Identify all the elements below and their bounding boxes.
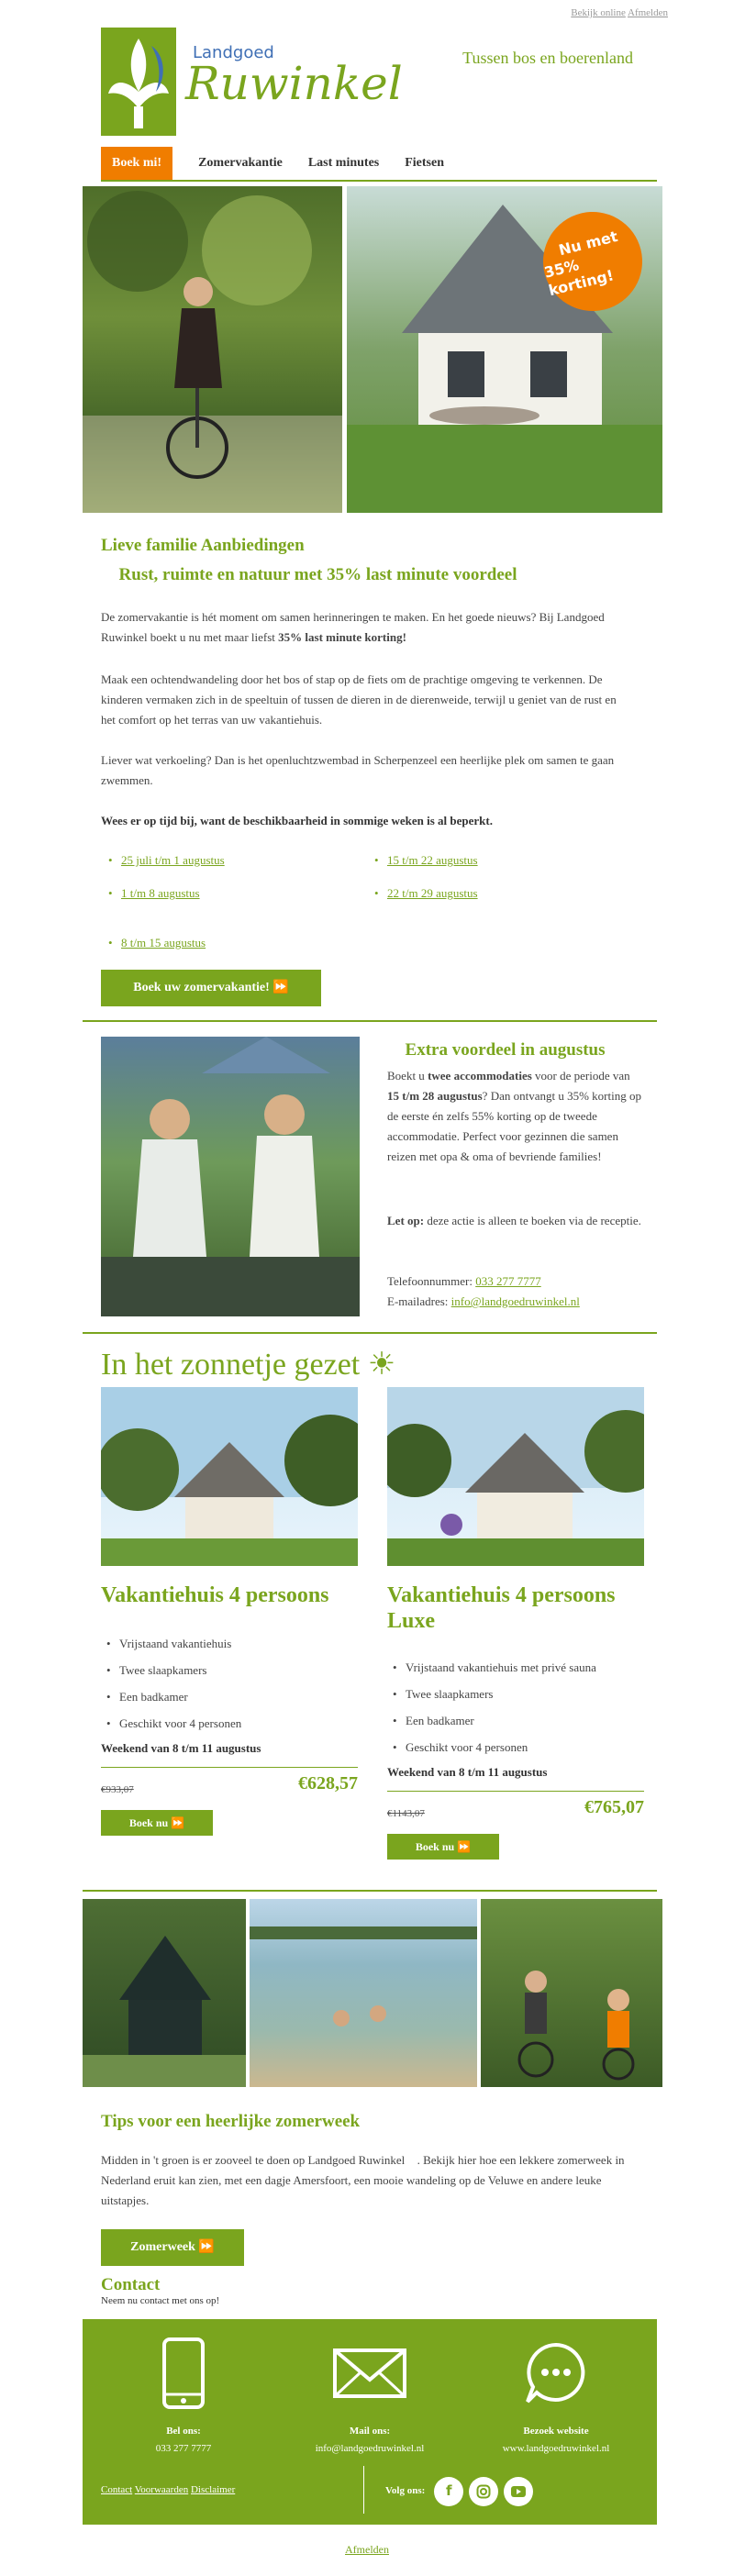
badge-line-1: Nu met [556,227,620,260]
tips-title: Tips voor een heerlijke zomerweek [101,2112,361,2131]
house-2-book-button[interactable]: Boek nu ⏩ [387,1834,499,1860]
house-1-book-button[interactable]: Boek nu ⏩ [101,1810,213,1836]
extra-p1-c: voor de periode van [531,1069,630,1083]
extra-p1-d: 15 t/m 28 augustus [387,1089,483,1104]
house-2-title: Vakantiehuis 4 persoons Luxe [387,1583,616,1633]
extra-photo-friends [101,1037,360,1316]
footer-mail-value: info@landgoedruwinkel.nl [315,2443,425,2455]
list-item [367,851,633,870]
list-item: • Twee slaapkamers [387,1685,644,1704]
strip-photo-cyclists [481,1899,662,2087]
house-1-price [101,1767,358,1798]
main-nav [101,145,657,182]
tagline: Tussen bos en boerenland [462,49,633,67]
date-link-5[interactable]: 8 t/m 15 augustus [121,936,206,950]
intro-paragraph-2: Maak een ochtendwandeling door het bos of stap op de fiets om de prachtige omgeving te verkennen. De kinderen vermaken zich in de speeltuin of tussen de dieren in de dierenweide, terwijl u geniet van de rust en het comfort op het terras van uw vakantiehuis. [101,672,617,727]
contact-subtitle: Neem nu contact met ons op! [101,2295,220,2306]
hero-photo-house [347,186,662,513]
badge-line-2: 35% korting! [542,256,616,300]
footer-link-contact[interactable]: Contact [101,2484,133,2495]
list-item: • Geschikt voor 4 personen [101,1715,358,1733]
footer-social [385,2477,533,2506]
house-1-features [101,1635,358,1742]
intro-title: Lieve familie Aanbiedingen [101,536,305,555]
house-2-price [387,1791,644,1822]
email-label: E-mailadres: [387,1294,451,1309]
footer-call[interactable] [92,2337,275,2457]
zomerweek-button[interactable]: Zomerweek ⏩ [101,2229,244,2266]
extra-p1-a: Boekt u [387,1069,428,1083]
sun-title: In het zonnetje gezet ☀ [101,1348,396,1382]
list-item: • Twee slaapkamers [101,1661,358,1680]
list-item: • Een badkamer [101,1688,358,1706]
extra-note-label: Let op: [387,1214,425,1227]
house-2-new-price: €765,07 [584,1797,644,1817]
list-item: • Geschikt voor 4 personen [387,1738,644,1757]
footer-call-value: 033 277 7777 [155,2443,212,2455]
hero-photo-cyclist [83,186,342,513]
house-2-weekend: Weekend van 8 t/m 11 augustus [387,1765,548,1779]
facebook-icon[interactable]: f [434,2477,463,2506]
footer-web[interactable] [464,2337,648,2457]
nav-item-zomervakantie[interactable]: Zomervakantie [198,156,283,171]
cyclists-illustration [481,1899,662,2087]
list-item [101,884,367,903]
intro-subtitle: Rust, ruimte en natuur met 35% last minute voordeel [101,565,499,584]
house-1-old-price: €933,07 [101,1783,134,1795]
logo[interactable] [101,28,403,138]
footer-mail-label: Mail ons: [349,2426,391,2437]
phone-icon [161,2337,206,2409]
extra-note [387,1211,644,1231]
extra-p1-b: twee accommodaties [428,1069,532,1083]
cabin-illustration [83,1899,246,2087]
top-links [571,6,668,21]
logo-big-text: Ruwinkel [185,57,403,110]
logo-small-text: Landgoed [193,43,274,62]
phone-link[interactable]: 033 277 7777 [475,1274,541,1288]
date-link-2[interactable]: 15 t/m 22 augustus [387,853,478,867]
divider [83,1020,657,1022]
email-link[interactable]: info@landgoedruwinkel.nl [450,1294,580,1309]
house-2-illustration [387,1387,644,1566]
extra-contact [387,1271,644,1312]
bottom-unsubscribe [0,2541,734,2559]
house-1-weekend: Weekend van 8 t/m 11 augustus [101,1741,261,1755]
footer-link-disclaimer[interactable]: Disclaimer [190,2484,236,2495]
house-2-old-price: €1143,07 [387,1807,425,1819]
phone-label: Telefoonnummer: [387,1274,476,1288]
intro-paragraph-1 [101,607,633,648]
chat-icon [520,2337,592,2409]
footer-mail[interactable] [278,2337,462,2457]
list-item: • Een badkamer [387,1712,644,1730]
view-online-link[interactable]: Bekijk online [571,7,626,18]
house-photo-1 [101,1387,358,1566]
extra-paragraph-1 [387,1066,644,1167]
footer-link-voorwaarden[interactable]: Voorwaarden [134,2484,189,2495]
footer-divider [363,2466,364,2514]
friends-illustration [101,1037,360,1316]
house-2-features [387,1659,644,1766]
date-link-1[interactable]: 25 juli t/m 1 augustus [121,853,225,867]
instagram-icon[interactable] [469,2477,498,2506]
list-item [367,884,633,903]
footer-web-label: Bezoek website [523,2426,589,2437]
tips-paragraph: Midden in 't groen is er zooveel te doen op Landgoed Ruwinkel . Bekijk hier hoe een lekkere zomerweek in Nederland eruit kan zien, met een dagje Amersfoort, een mooie wandeling op de Veluwe en andere leuke uitstapjes. [101,2153,616,2208]
footer-call-label: Bel ons: [166,2426,201,2437]
follow-label: Volg ons: [385,2485,426,2497]
nav-book-button[interactable]: Boek mi! [101,147,172,180]
cyclist-illustration [83,186,342,513]
date-list [101,851,633,967]
footer [83,2319,657,2525]
nav-item-last-minutes[interactable]: Last minutes [307,156,380,171]
book-summer-button[interactable]: Boek uw zomervakantie! ⏩ [101,970,321,1006]
list-item: • Vrijstaand vakantiehuis met privé sauna [387,1659,644,1677]
contact-title: Contact [101,2275,161,2294]
house-1-illustration [101,1387,358,1566]
unsubscribe-link-bottom[interactable]: Afmelden [345,2543,389,2556]
intro-p1-text: De zomervakantie is hét moment om samen herinneringen te maken. En het goede nieuws? Bij Landgoed Ruwinkel boekt u nu met maar liefst [101,610,605,645]
footer-links [101,2482,235,2498]
intro-paragraph-3: Liever wat verkoeling? Dan is het openluchtzwembad in Scherpenzeel een heerlijke plek om samen te gaan zwemmen. [101,753,615,788]
mail-icon [333,2337,406,2409]
date-link-4[interactable]: 22 t/m 29 augustus [387,886,478,901]
extra-p1-e: ? Dan ontvangt u 35% korting op de eerste én zelfs 55% korting op de tweede accommodatie. Perfect voor gezinnen die samen reizen met opa & oma of bevriende families! [387,1089,641,1164]
youtube-icon[interactable] [504,2477,533,2506]
extra-title: Extra voordeel in augustus [387,1040,587,1060]
house-1-new-price: €628,57 [298,1773,358,1793]
footer-web-value: www.landgoedruwinkel.nl [502,2443,610,2455]
strip-photo-lake [250,1899,477,2087]
divider [83,1332,657,1334]
date-link-3[interactable]: 1 t/m 8 augustus [121,886,200,901]
unsubscribe-link-top[interactable]: Afmelden [628,7,668,18]
list-item: • Vrijstaand vakantiehuis [101,1635,358,1653]
house-photo-2 [387,1387,644,1566]
intro-paragraph-4: Wees er op tijd bij, want de beschikbaarheid in sommige weken is al beperkt. [101,814,493,827]
extra-note-text: deze actie is alleen te boeken via de receptie. [424,1214,641,1227]
list-item [101,851,367,870]
divider [83,1890,657,1892]
lake-illustration [250,1899,477,2087]
intro-p1-bold: 35% last minute korting! [278,630,406,645]
nav-item-fietsen[interactable]: Fietsen [405,156,444,171]
house-1-title: Vakantiehuis 4 persoons [101,1583,329,1607]
strip-photo-cabin [83,1899,246,2087]
list-item [101,934,367,952]
